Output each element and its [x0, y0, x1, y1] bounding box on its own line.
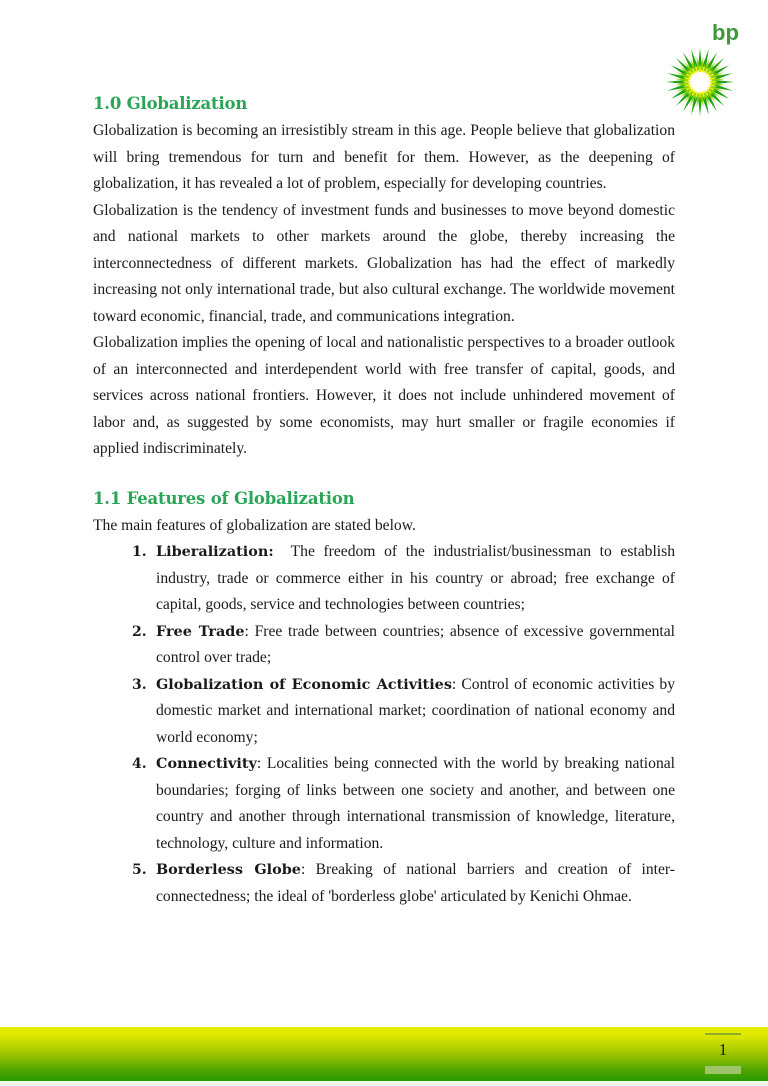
section-heading-globalization: 1.0 Globalization	[93, 94, 248, 113]
list-item	[132, 857, 675, 910]
section-heading-features: 1.1 Features of Globalization	[93, 488, 355, 508]
list-item	[132, 751, 675, 857]
paragraph: Globalization implies the opening of local and nationalistic perspectives to a broader outlook of an interconnected and interdependent world with free transfer of capital, goods, and services across national frontiers. However, it does not include unhindered movement of labor and, as suggested by some economists, may hurt smaller or fragile economies if applied indiscriminately.	[93, 334, 675, 457]
features-list	[93, 539, 679, 910]
feature-description: : Breaking of national barriers and creation of inter-connectedness; the ideal of 'borderless globe' articulated by Kenichi Ohmae.	[156, 861, 675, 905]
feature-description: : Localities being connected with the world by breaking national boundaries; forging of links between one society and another, and between one country and another through international transmission of knowledge, literature, technology, culture and information.	[156, 755, 675, 852]
page-number: 1	[718, 1040, 728, 1059]
bp-logo	[664, 18, 744, 118]
section-globalization-text	[93, 118, 675, 463]
feature-term: Liberalization:	[156, 543, 274, 560]
paragraph: Globalization is the tendency of investment funds and businesses to move beyond domestic and national markets to other markets around the globe, thereby increasing the interconnectedness of different markets. Globalization has had the effect of markedly increasing not only international trade, but also cultural exchange. The worldwide movement toward economic, financial, trade, and communications integration.	[93, 201, 675, 325]
feature-term: Borderless Globe	[156, 861, 301, 878]
paragraph: Globalization is becoming an irresistibly stream in this age. People believe that globalization will bring tremendous for turn and benefit for them. However, as the deepening of globalization, it has revealed a lot of problem, especially for developing countries.	[93, 122, 675, 192]
document-body	[93, 90, 679, 910]
feature-description: The freedom of the industrialist/businessman to establish industry, trade or commerce either in his country or abroad; free exchange of capital, goods, service and technologies between countries;	[156, 543, 679, 613]
page-number-bottom-bar	[705, 1066, 741, 1074]
bp-logo-text: bp	[712, 20, 739, 45]
list-number: 5.	[132, 862, 147, 878]
feature-term: Free Trade	[156, 622, 245, 640]
footer-band	[0, 1027, 768, 1081]
footer-edge	[0, 1081, 768, 1086]
list-number: 3.	[132, 676, 147, 693]
feature-term: Connectivity	[156, 755, 257, 772]
list-item	[132, 619, 676, 672]
bp-helios-sunflower-icon	[664, 18, 744, 118]
list-item	[132, 539, 679, 619]
logo-center	[690, 72, 710, 92]
list-item	[132, 672, 675, 752]
page-number-top-rule	[705, 1033, 741, 1035]
feature-description: : Free trade between countries; absence of excessive governmental control over trade;	[156, 622, 676, 666]
feature-term: Globalization of Economic Activities	[156, 675, 452, 693]
list-number: 2.	[132, 623, 147, 640]
feature-description: : Control of economic activities by domestic market and international market; coordination of national economy and world economy;	[156, 675, 675, 746]
list-number: 4.	[132, 756, 147, 772]
list-number: 1.	[132, 544, 147, 560]
features-intro: The main features of globalization are stated below.	[93, 516, 416, 534]
